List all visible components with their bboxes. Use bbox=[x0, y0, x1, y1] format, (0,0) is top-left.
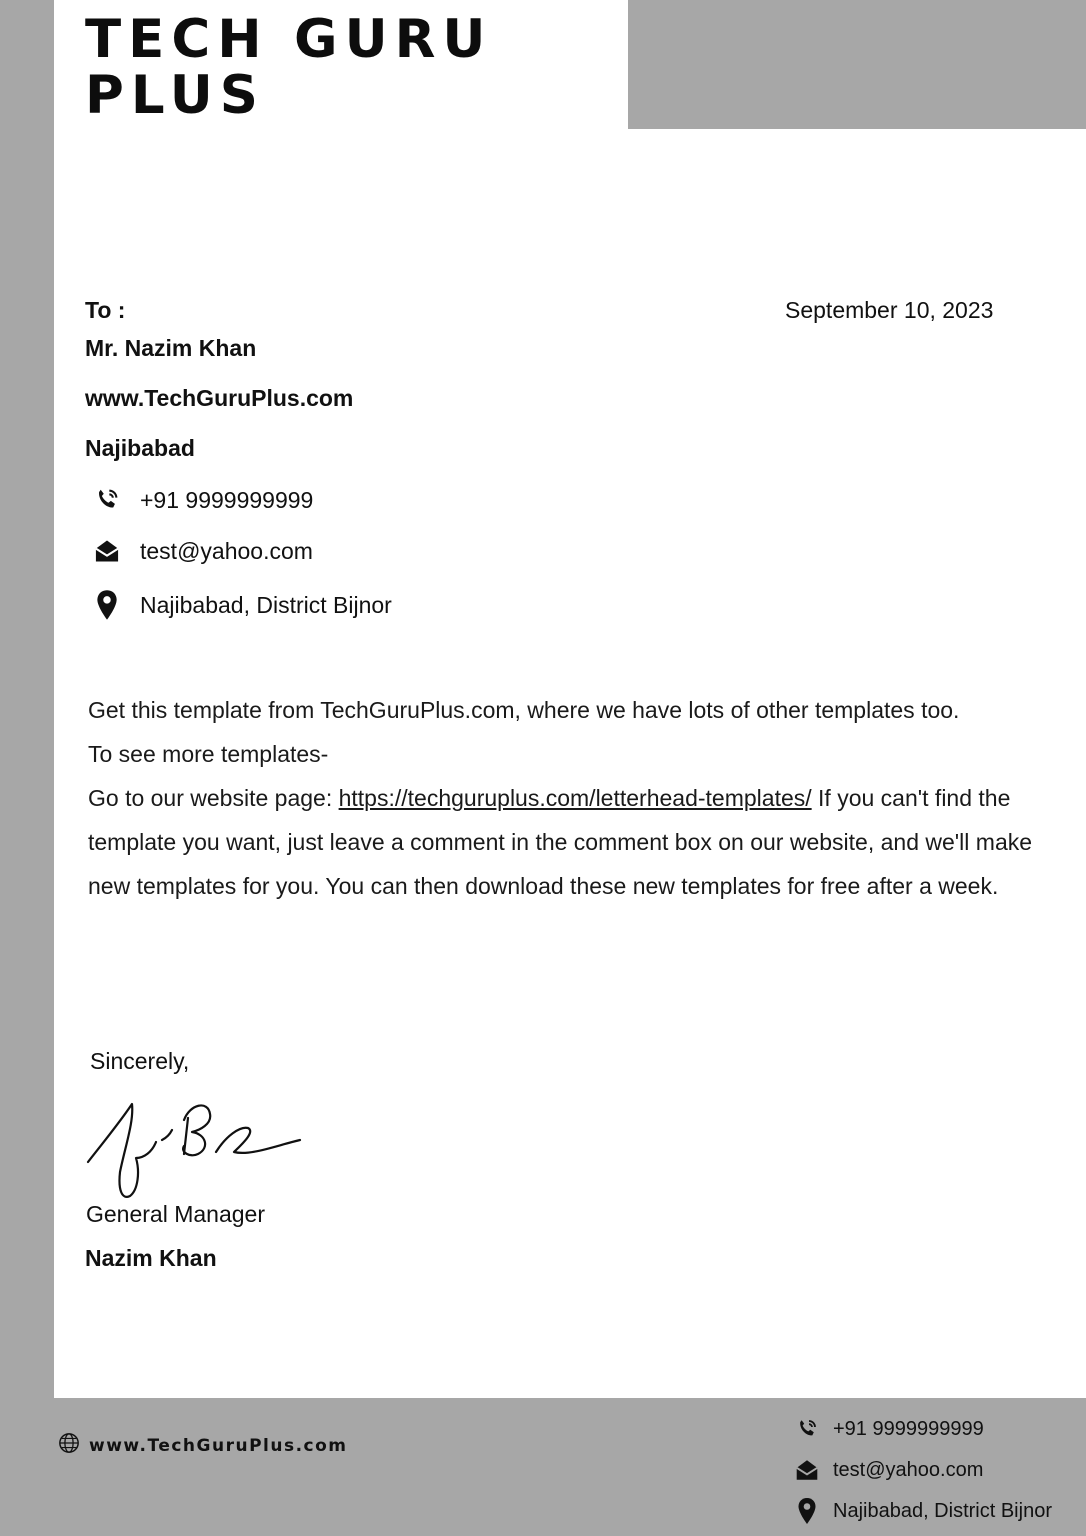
footer-address: Najibabad, District Bijnor bbox=[833, 1499, 1052, 1522]
map-pin-icon bbox=[92, 590, 122, 620]
phone-icon bbox=[92, 485, 122, 515]
brand-line-2: PLUS bbox=[85, 65, 265, 126]
footer-address-row bbox=[793, 1496, 1052, 1526]
footer-email: test@yahoo.com bbox=[833, 1458, 984, 1481]
contact-email: test@yahoo.com bbox=[140, 537, 313, 564]
footer-website-row bbox=[58, 1432, 348, 1459]
footer-website[interactable]: www.TechGuruPlus.com bbox=[89, 1435, 348, 1456]
footer-email-row bbox=[793, 1455, 983, 1485]
globe-icon bbox=[58, 1432, 80, 1459]
templates-link[interactable]: https://techguruplus.com/letterhead-templates/ bbox=[338, 785, 812, 811]
contact-address: Najibabad, District Bijnor bbox=[140, 591, 392, 618]
to-label: To : bbox=[85, 297, 126, 323]
letter-body bbox=[88, 688, 1063, 908]
recipient-website: www.TechGuruPlus.com bbox=[85, 385, 354, 411]
left-gray-stripe bbox=[0, 0, 54, 1536]
brand-line-1: TECH GURU bbox=[85, 9, 493, 70]
company-logo-title bbox=[85, 9, 605, 126]
body-line-3-suffix: If you can't find the template you want, just leave a comment in the comment box on our website, and we'll make new templates for you. You can then download these new templates for free after a week. bbox=[88, 785, 1033, 899]
signatory-name: Nazim Khan bbox=[85, 1245, 217, 1271]
handwritten-signature bbox=[80, 1092, 310, 1202]
recipient-city: Najibabad bbox=[85, 435, 195, 461]
signatory-title: General Manager bbox=[86, 1201, 265, 1227]
header-gray-block bbox=[628, 0, 1086, 129]
phone-icon bbox=[793, 1415, 821, 1443]
body-paragraph bbox=[88, 776, 1063, 908]
footer-phone-row bbox=[793, 1414, 984, 1444]
envelope-icon bbox=[92, 536, 122, 566]
map-pin-icon bbox=[793, 1497, 821, 1525]
letter-date: September 10, 2023 bbox=[785, 297, 994, 323]
closing-salutation: Sincerely, bbox=[90, 1048, 190, 1074]
recipient-name: Mr. Nazim Khan bbox=[85, 335, 257, 361]
contact-address-row bbox=[92, 588, 392, 622]
body-line-3-prefix: Go to our website page: bbox=[88, 785, 339, 811]
footer-phone: +91 9999999999 bbox=[833, 1417, 984, 1440]
envelope-icon bbox=[793, 1456, 821, 1484]
contact-phone: +91 9999999999 bbox=[140, 486, 314, 513]
body-line-2: To see more templates- bbox=[88, 741, 329, 767]
contact-email-row bbox=[92, 534, 313, 568]
contact-phone-row bbox=[92, 483, 313, 517]
body-line-1: Get this template from TechGuruPlus.com, where we have lots of other templates too. bbox=[88, 697, 960, 723]
